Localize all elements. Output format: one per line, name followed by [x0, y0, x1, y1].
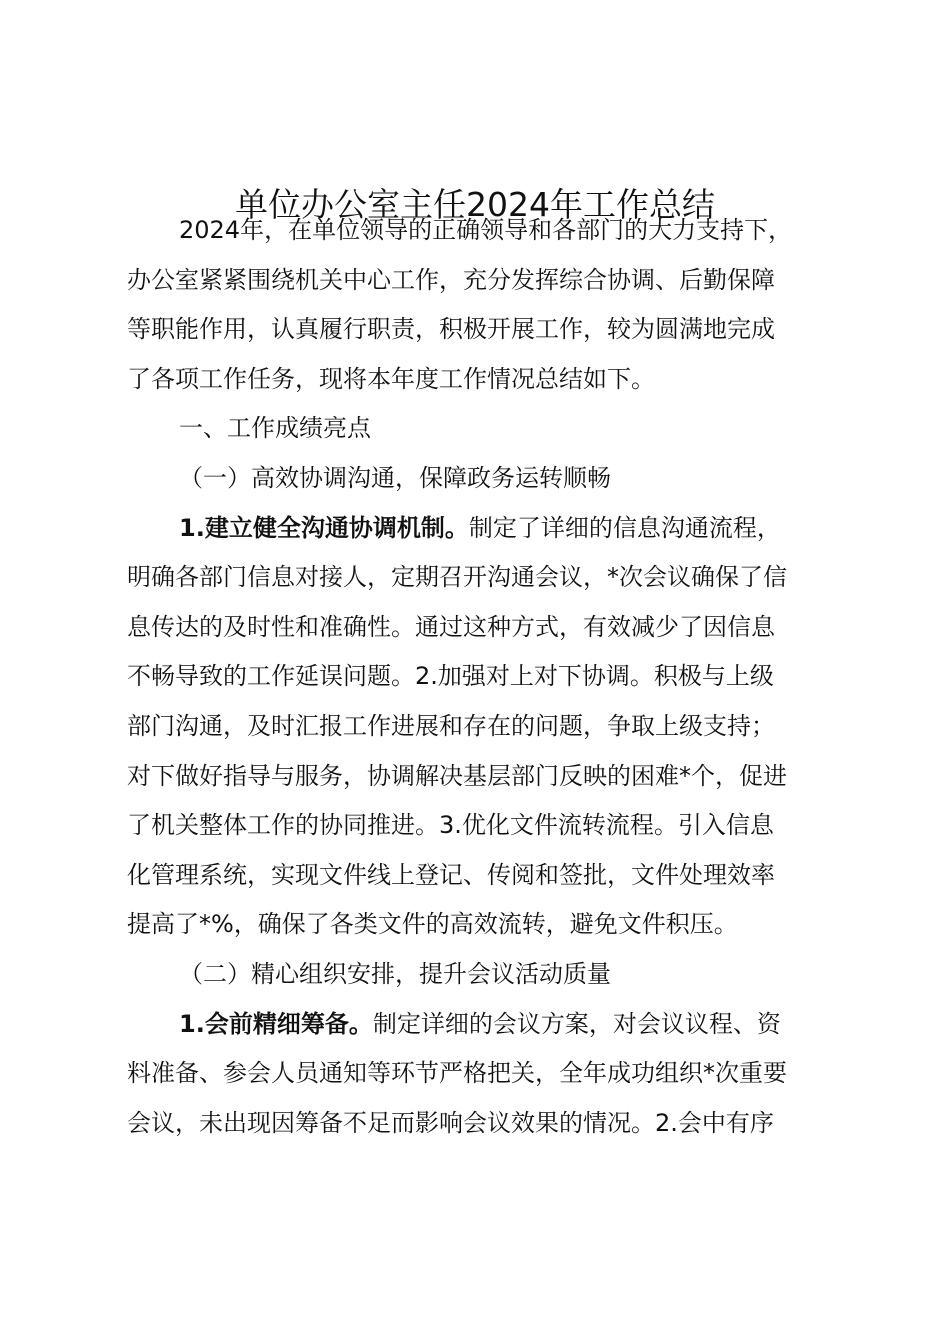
paragraph-line: 不畅导致的工作延误问题。2.加强对上对下协调。积极与上级: [127, 662, 774, 691]
paragraph-line: 等职能作用，认真履行职责，积极开展工作，较为圆满地完成: [127, 315, 775, 344]
document-title: 单位办公室主任2024年工作总结: [235, 185, 715, 224]
paragraph-text: 制定了详细的信息沟通流程，: [468, 513, 781, 542]
paragraph-line: 2024年，在单位领导的正确领导和各部门的大力支持下，: [179, 216, 793, 244]
document-body: [127, 206, 835, 1148]
subsection-heading: （二）精心组织安排，提升会议活动质量: [179, 959, 611, 988]
paragraph-line: 料准备、参会人员通知等环节严格把关，全年成功组织*次重要: [127, 1059, 787, 1088]
paragraph-line-with-bold-lead: [127, 504, 835, 554]
paragraph-line: 息传达的及时性和准确性。通过这种方式，有效减少了因信息: [127, 612, 775, 641]
paragraph-line: 提高了*%，确保了各类文件的高效流转，避免文件积压。: [127, 910, 738, 939]
paragraph-line: 了各项工作任务，现将本年度工作情况总结如下。: [127, 364, 655, 393]
paragraph-line: 办公室紧紧围绕机关中心工作，充分发挥综合协调、后勤保障: [127, 265, 775, 294]
paragraph-line: 化管理系统，实现文件线上登记、传阅和签批，文件处理效率: [127, 860, 775, 889]
bold-lead: 1.会前精细筹备。: [179, 1009, 373, 1038]
paragraph-line: 了机关整体工作的协同推进。3.优化文件流转流程。引入信息: [127, 811, 774, 840]
paragraph-line-with-bold-lead: [127, 1000, 835, 1050]
section-heading: 一、工作成绩亮点: [179, 414, 371, 443]
paragraph-line: 会议，未出现因筹备不足而影响会议效果的情况。2.会中有序: [127, 1108, 774, 1137]
subsection-heading: （一）高效协调沟通，保障政务运转顺畅: [179, 463, 611, 492]
paragraph-line: 明确各部门信息对接人，定期召开沟通会议，*次会议确保了信: [127, 563, 787, 592]
paragraph-line: 对下做好指导与服务，协调解决基层部门反映的困难*个，促进: [127, 761, 787, 790]
paragraph-line: 部门沟通，及时汇报工作进展和存在的问题，争取上级支持；: [127, 711, 775, 740]
paragraph-text: 制定详细的会议方案，对会议议程、资: [372, 1009, 781, 1038]
bold-lead: 1.建立健全沟通协调机制。: [179, 513, 469, 542]
